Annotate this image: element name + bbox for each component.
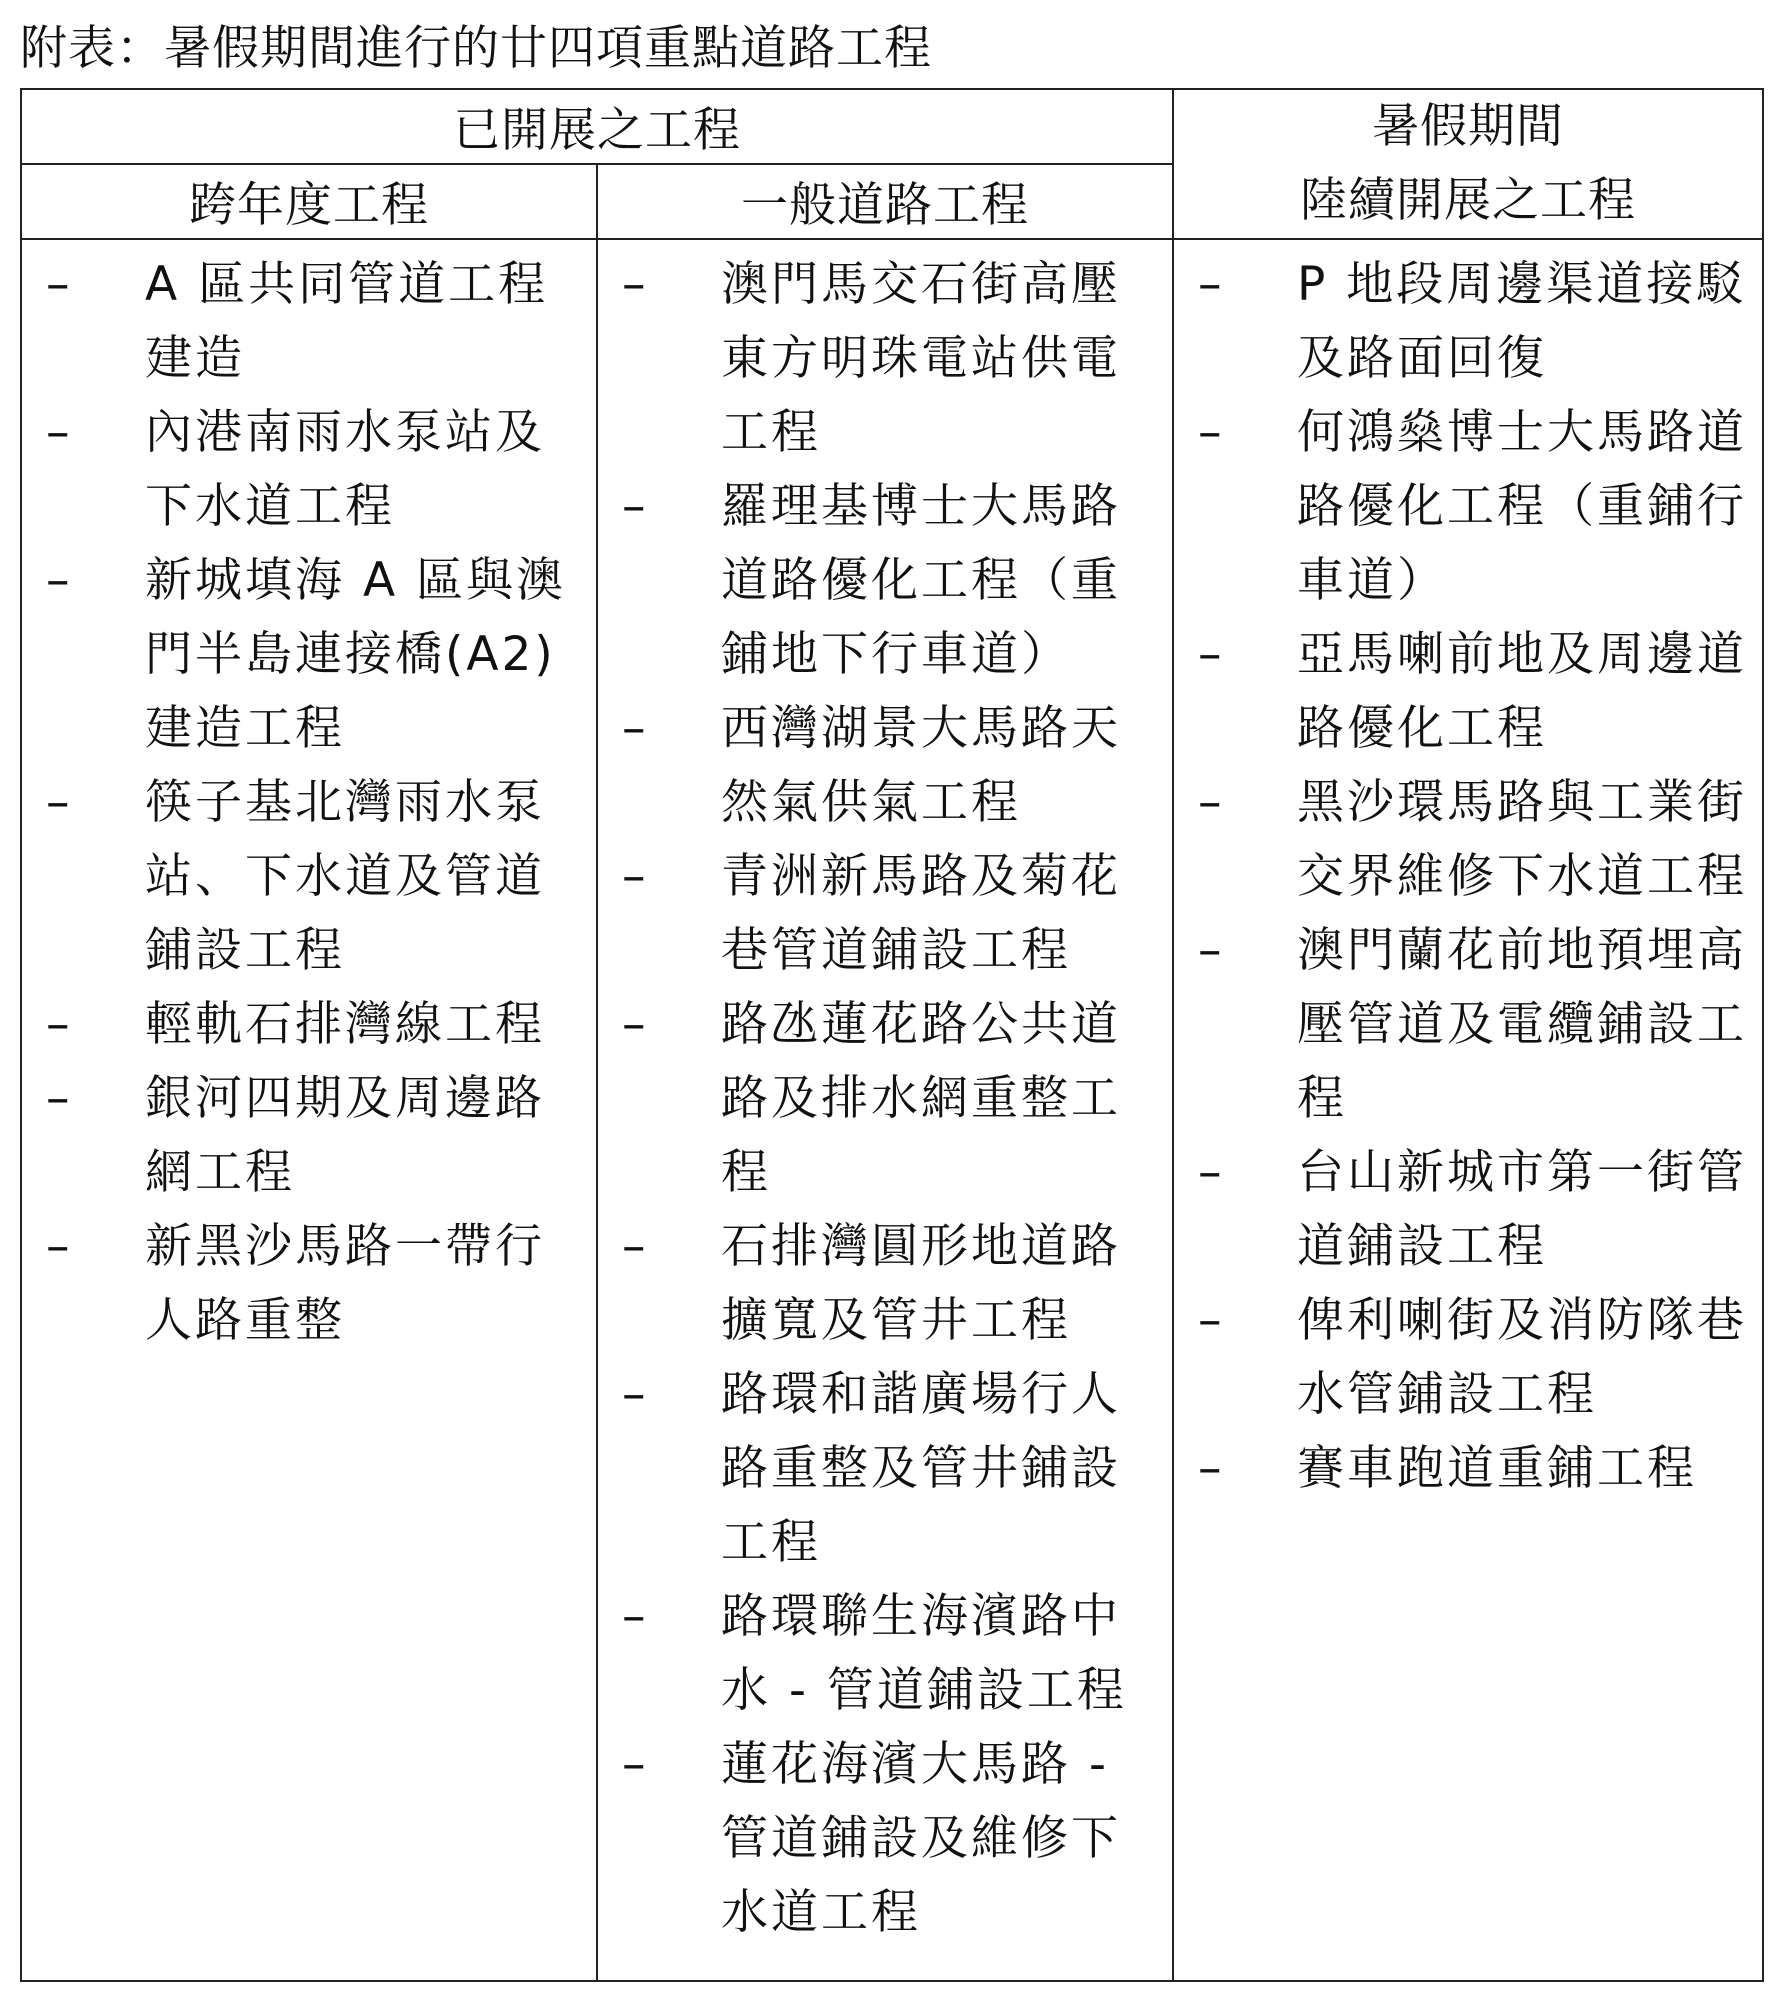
bullet-dash: – <box>622 1589 649 1644</box>
col3-cell <box>1173 239 1763 1981</box>
list-item <box>1174 766 1762 914</box>
bullet-dash: – <box>1198 1293 1225 1348</box>
col3-header <box>1173 89 1763 239</box>
list-item <box>22 766 596 988</box>
list-item <box>22 1062 596 1210</box>
list-item <box>1174 396 1762 618</box>
list-item <box>598 988 1172 1210</box>
list-item <box>598 248 1172 470</box>
item-text: 路氹蓮花路公共道路及排水網重整工程 <box>721 997 1121 1200</box>
bullet-dash: – <box>622 997 649 1052</box>
list-item <box>598 1580 1172 1728</box>
bullet-dash: – <box>46 1219 73 1274</box>
item-text: P 地段周邊渠道接駁及路面回復 <box>1297 257 1747 386</box>
item-text: 內港南雨水泵站及下水道工程 <box>145 405 545 534</box>
bullet-dash: – <box>1198 1145 1225 1200</box>
list-item <box>22 396 596 544</box>
item-text: 蓮花海濱大馬路 - 管道鋪設及維修下水道工程 <box>721 1737 1121 1940</box>
list-item <box>22 544 596 766</box>
list-item <box>1174 1136 1762 1284</box>
bullet-dash: – <box>46 405 73 460</box>
item-text: 新城填海 A 區與澳門半島連接橋(A2)建造工程 <box>145 553 567 756</box>
list-item <box>22 248 596 396</box>
list-item <box>598 1728 1172 1950</box>
bullet-dash: – <box>1198 1441 1225 1496</box>
bullet-dash: – <box>622 1367 649 1422</box>
bullet-dash: – <box>622 479 649 534</box>
item-text: 路環和諧廣場行人路重整及管井鋪設工程 <box>721 1367 1121 1570</box>
group-header-ongoing: 已開展之工程 <box>21 89 1173 164</box>
item-text: 黑沙環馬路與工業街交界維修下水道工程 <box>1297 775 1747 904</box>
item-text: A 區共同管道工程建造 <box>145 257 549 386</box>
col1-list <box>22 248 596 1358</box>
item-text: 羅理基博士大馬路道路優化工程（重鋪地下行車道） <box>721 479 1121 682</box>
list-item <box>598 692 1172 840</box>
list-item <box>598 1210 1172 1358</box>
item-text: 賽車跑道重鋪工程 <box>1297 1441 1697 1496</box>
bullet-dash: – <box>622 701 649 756</box>
bullet-dash: – <box>46 997 73 1052</box>
item-text: 俾利喇街及消防隊巷水管鋪設工程 <box>1297 1293 1747 1422</box>
road-works-table <box>20 88 1764 1982</box>
list-item <box>1174 1432 1762 1506</box>
bullet-dash: – <box>622 1219 649 1274</box>
col2-header: 一般道路工程 <box>597 164 1173 239</box>
bullet-dash: – <box>46 775 73 830</box>
list-item <box>598 470 1172 692</box>
item-text: 台山新城市第一街管道鋪設工程 <box>1297 1145 1747 1274</box>
list-item <box>1174 618 1762 766</box>
bullet-dash: – <box>622 1737 649 1792</box>
item-text: 新黑沙馬路一帶行人路重整 <box>145 1219 545 1348</box>
item-text: 澳門蘭花前地預埋高壓管道及電纜鋪設工程 <box>1297 923 1747 1126</box>
bullet-dash: – <box>622 849 649 904</box>
col1-cell <box>21 239 597 1981</box>
bullet-dash: – <box>1198 405 1225 460</box>
col3-header-line2: 陸續開展之工程 <box>1300 173 1636 228</box>
item-text: 輕軌石排灣線工程 <box>145 997 545 1052</box>
bullet-dash: – <box>622 257 649 312</box>
col1-header: 跨年度工程 <box>21 164 597 239</box>
item-text: 澳門馬交石街高壓東方明珠電站供電工程 <box>721 257 1121 460</box>
item-text: 青洲新馬路及菊花巷管道鋪設工程 <box>721 849 1121 978</box>
item-text: 亞馬喇前地及周邊道路優化工程 <box>1297 627 1747 756</box>
list-item <box>22 988 596 1062</box>
bullet-dash: – <box>46 1071 73 1126</box>
item-text: 路環聯生海濱路中水 - 管道鋪設工程 <box>721 1589 1127 1718</box>
item-text: 何鴻燊博士大馬路道路優化工程（重鋪行車道） <box>1297 405 1747 608</box>
item-text: 筷子基北灣雨水泵站、下水道及管道鋪設工程 <box>145 775 545 978</box>
col2-cell <box>597 239 1173 1981</box>
col2-list <box>598 248 1172 1950</box>
list-item <box>1174 248 1762 396</box>
table-caption: 附表：暑假期間進行的廿四項重點道路工程 <box>20 21 932 76</box>
bullet-dash: – <box>1198 923 1225 978</box>
bullet-dash: – <box>1198 775 1225 830</box>
bullet-dash: – <box>1198 627 1225 682</box>
list-item <box>1174 914 1762 1136</box>
list-item <box>1174 1284 1762 1432</box>
bullet-dash: – <box>46 553 73 608</box>
item-text: 銀河四期及周邊路網工程 <box>145 1071 545 1200</box>
col3-list <box>1174 248 1762 1506</box>
bullet-dash: – <box>1198 257 1225 312</box>
list-item <box>598 1358 1172 1580</box>
col3-header-line1: 暑假期間 <box>1372 99 1564 154</box>
item-text: 西灣湖景大馬路天然氣供氣工程 <box>721 701 1121 830</box>
list-item <box>22 1210 596 1358</box>
item-text: 石排灣圓形地道路擴寬及管井工程 <box>721 1219 1121 1348</box>
bullet-dash: – <box>46 257 73 312</box>
list-item <box>598 840 1172 988</box>
